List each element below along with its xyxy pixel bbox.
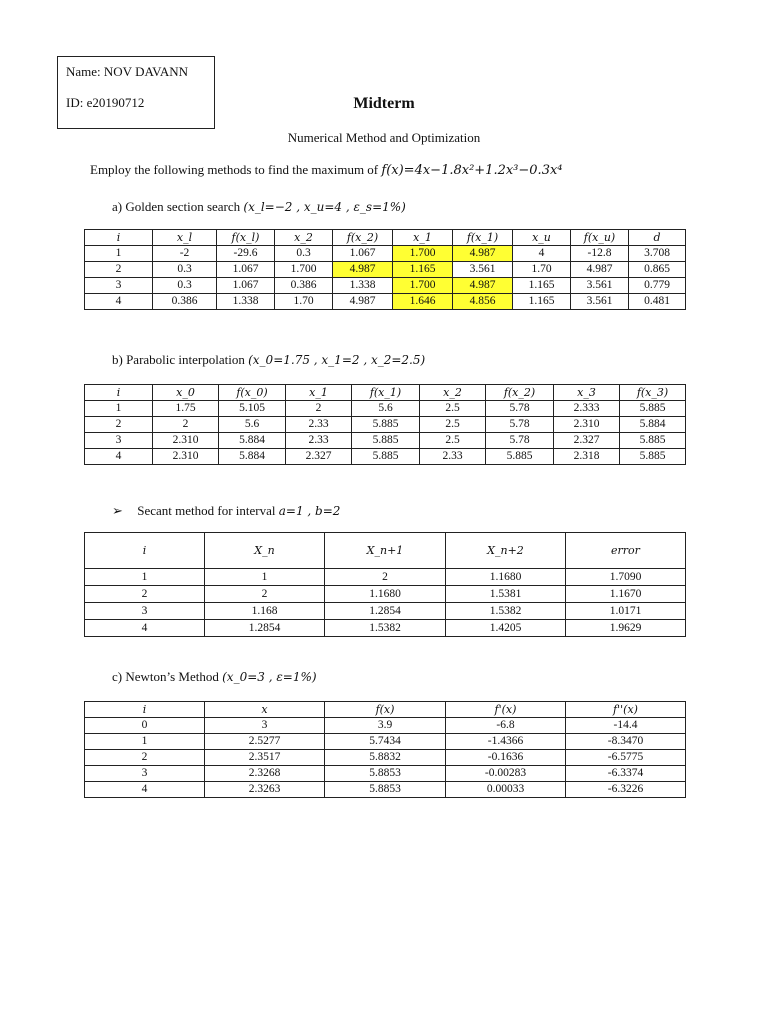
table-row xyxy=(85,246,686,262)
table-cell: 1.0171 xyxy=(566,603,686,620)
table-cell: 1.2854 xyxy=(325,603,446,620)
table-cell: 1.067 xyxy=(217,262,275,278)
student-id: ID: e20190712 xyxy=(66,95,145,110)
newton-table xyxy=(84,701,686,798)
secant-label: Secant method for interval xyxy=(137,503,276,518)
table-cell: 2.318 xyxy=(554,449,620,465)
table-cell: 5.885 xyxy=(620,433,686,449)
table-cell: 1.1670 xyxy=(566,586,686,603)
table-cell: 0.386 xyxy=(275,278,333,294)
column-header: x_u xyxy=(513,230,571,246)
table-cell: 5.885 xyxy=(620,449,686,465)
table-cell: 5.8853 xyxy=(325,766,446,782)
table-cell: -1.4366 xyxy=(446,734,566,750)
table-cell: -0.1636 xyxy=(446,750,566,766)
table-cell: -8.3470 xyxy=(566,734,686,750)
table-cell: 2.3268 xyxy=(205,766,325,782)
table-cell: 0.00033 xyxy=(446,782,566,798)
table-cell: 2.327 xyxy=(554,433,620,449)
table-cell: 3 xyxy=(205,718,325,734)
golden-section-heading xyxy=(112,199,406,215)
table-cell: 3.561 xyxy=(571,278,629,294)
table-cell: 2 xyxy=(85,417,153,433)
table-row xyxy=(85,766,686,782)
table-row xyxy=(85,750,686,766)
column-header: d xyxy=(629,230,686,246)
parabolic-table xyxy=(84,384,686,465)
column-header: f(x_2) xyxy=(486,385,554,401)
table-cell: 2.33 xyxy=(286,433,352,449)
table-cell: 1 xyxy=(85,569,205,586)
page-subtitle: Numerical Method and Optimization xyxy=(287,130,481,145)
table-cell: 1 xyxy=(85,246,153,262)
table-cell: 0.3 xyxy=(153,278,217,294)
table-cell: 3.561 xyxy=(571,294,629,310)
table-cell: 1.165 xyxy=(513,294,571,310)
table-cell: 5.105 xyxy=(219,401,286,417)
page-title: Midterm xyxy=(353,95,415,112)
table-cell: 2.5 xyxy=(420,401,486,417)
column-header: X_n+1 xyxy=(325,533,446,569)
column-header: x_l xyxy=(153,230,217,246)
golden-section-table xyxy=(84,229,686,310)
table-cell: 4.987 xyxy=(571,262,629,278)
table-row xyxy=(85,734,686,750)
table-cell: 5.884 xyxy=(219,449,286,465)
table-cell: 4.987 xyxy=(333,262,393,278)
table-cell: 1 xyxy=(85,401,153,417)
table-cell: 1.70 xyxy=(275,294,333,310)
table-cell: 5.884 xyxy=(219,433,286,449)
table-cell: 2 xyxy=(286,401,352,417)
table-cell: 1.1680 xyxy=(325,586,446,603)
table-cell: 2 xyxy=(205,586,325,603)
table-cell: 2 xyxy=(325,569,446,586)
table-cell: 5.884 xyxy=(620,417,686,433)
table-cell: 0.865 xyxy=(629,262,686,278)
table-row xyxy=(85,449,686,465)
table-cell: 1.75 xyxy=(153,401,219,417)
table-cell: 2 xyxy=(85,750,205,766)
table-cell: -6.5775 xyxy=(566,750,686,766)
table-cell: 1.067 xyxy=(333,246,393,262)
table-header-row xyxy=(85,385,686,401)
table-cell: 2.5 xyxy=(420,433,486,449)
table-cell: 1.338 xyxy=(217,294,275,310)
table-header-row xyxy=(85,702,686,718)
table-cell: 5.78 xyxy=(486,417,554,433)
table-cell: 2.310 xyxy=(153,449,219,465)
table-cell: 4.987 xyxy=(333,294,393,310)
table-row xyxy=(85,620,686,637)
table-row xyxy=(85,401,686,417)
column-header: x_2 xyxy=(275,230,333,246)
table-cell: 5.885 xyxy=(352,433,420,449)
table-cell: 2.327 xyxy=(286,449,352,465)
table-cell: 1.338 xyxy=(333,278,393,294)
column-header: f(x_2) xyxy=(333,230,393,246)
table-cell: -12.8 xyxy=(571,246,629,262)
column-header: f(x_1) xyxy=(352,385,420,401)
column-header: f(x_3) xyxy=(620,385,686,401)
table-cell: 2.33 xyxy=(286,417,352,433)
table-cell: 1.165 xyxy=(393,262,453,278)
table-cell: -6.3374 xyxy=(566,766,686,782)
table-cell: 5.6 xyxy=(219,417,286,433)
table-cell: 1.4205 xyxy=(446,620,566,637)
column-header: i xyxy=(85,385,153,401)
column-header: i xyxy=(85,230,153,246)
table-row xyxy=(85,569,686,586)
table-cell: 4.856 xyxy=(453,294,513,310)
table-cell: 4 xyxy=(85,620,205,637)
column-header: x_1 xyxy=(286,385,352,401)
table-cell: 5.78 xyxy=(486,433,554,449)
column-header: f(x_0) xyxy=(219,385,286,401)
parabolic-heading xyxy=(112,352,425,368)
table-cell: 2 xyxy=(85,262,153,278)
column-header: x xyxy=(205,702,325,718)
column-header: f'(x) xyxy=(446,702,566,718)
table-cell: 2.333 xyxy=(554,401,620,417)
table-cell: 5.885 xyxy=(620,401,686,417)
table-cell: 1 xyxy=(205,569,325,586)
table-cell: 1.2854 xyxy=(205,620,325,637)
table-cell: 0.3 xyxy=(275,246,333,262)
table-cell: 5.78 xyxy=(486,401,554,417)
table-cell: 1.5382 xyxy=(446,603,566,620)
table-cell: 2.310 xyxy=(554,417,620,433)
student-name: Name: NOV DAVANN xyxy=(66,64,189,79)
table-cell: 4.987 xyxy=(453,278,513,294)
column-header: X_n+2 xyxy=(446,533,566,569)
student-info-box xyxy=(57,56,215,129)
column-header: x_1 xyxy=(393,230,453,246)
table-row xyxy=(85,718,686,734)
table-cell: -0.00283 xyxy=(446,766,566,782)
table-cell: 4 xyxy=(85,294,153,310)
newton-params: (x_0=3 , ε=1%) xyxy=(222,670,317,684)
table-cell: 1.5382 xyxy=(325,620,446,637)
table-cell: 1.165 xyxy=(513,278,571,294)
table-cell: 3.708 xyxy=(629,246,686,262)
secant-table xyxy=(84,532,686,637)
column-header: x_0 xyxy=(153,385,219,401)
table-cell: 3.9 xyxy=(325,718,446,734)
parabolic-label: b) Parabolic interpolation xyxy=(112,352,245,367)
column-header: x_2 xyxy=(420,385,486,401)
table-cell: 2.3517 xyxy=(205,750,325,766)
table-cell: 5.8853 xyxy=(325,782,446,798)
problem-statement xyxy=(90,162,563,178)
table-cell: 5.885 xyxy=(352,417,420,433)
table-cell: 2.5 xyxy=(420,417,486,433)
table-row xyxy=(85,294,686,310)
column-header: f(x_1) xyxy=(453,230,513,246)
table-cell: 3 xyxy=(85,766,205,782)
table-cell: 0.3 xyxy=(153,262,217,278)
table-cell: 2 xyxy=(153,417,219,433)
table-cell: 1.168 xyxy=(205,603,325,620)
table-cell: 3 xyxy=(85,603,205,620)
table-cell: 1.700 xyxy=(275,262,333,278)
table-cell: 2.33 xyxy=(420,449,486,465)
table-cell: 0.779 xyxy=(629,278,686,294)
table-cell: -29.6 xyxy=(217,246,275,262)
column-header: error xyxy=(566,533,686,569)
table-cell: 1.7090 xyxy=(566,569,686,586)
table-cell: 3 xyxy=(85,433,153,449)
table-cell: -2 xyxy=(153,246,217,262)
table-cell: 3 xyxy=(85,278,153,294)
table-cell: 5.885 xyxy=(352,449,420,465)
table-cell: 1.067 xyxy=(217,278,275,294)
table-cell: 5.7434 xyxy=(325,734,446,750)
table-cell: 1.5381 xyxy=(446,586,566,603)
column-header: i xyxy=(85,702,205,718)
column-header: x_3 xyxy=(554,385,620,401)
table-cell: -6.8 xyxy=(446,718,566,734)
table-cell: 0 xyxy=(85,718,205,734)
table-cell: 1.1680 xyxy=(446,569,566,586)
parabolic-params: (x_0=1.75 , x_1=2 , x_2=2.5) xyxy=(248,353,426,367)
table-row xyxy=(85,782,686,798)
table-header-row xyxy=(85,533,686,569)
table-cell: 1.700 xyxy=(393,278,453,294)
table-cell: 4 xyxy=(85,782,205,798)
table-cell: 3.561 xyxy=(453,262,513,278)
table-cell: 2.3263 xyxy=(205,782,325,798)
golden-section-params: (x_l=−2 , x_u=4 , ε_s=1%) xyxy=(243,200,406,214)
table-cell: 4 xyxy=(85,449,153,465)
table-header-row xyxy=(85,230,686,246)
golden-section-label: a) Golden section search xyxy=(112,199,241,214)
secant-params: a=1 , b=2 xyxy=(278,504,341,518)
arrow-bullet-icon: ➢ xyxy=(112,503,123,518)
table-row xyxy=(85,417,686,433)
table-cell: -14.4 xyxy=(566,718,686,734)
table-cell: 1.700 xyxy=(393,246,453,262)
table-cell: 1.70 xyxy=(513,262,571,278)
column-header: i xyxy=(85,533,205,569)
table-cell: 5.6 xyxy=(352,401,420,417)
column-header: f(x) xyxy=(325,702,446,718)
table-cell: 2 xyxy=(85,586,205,603)
table-row xyxy=(85,262,686,278)
table-cell: 1.646 xyxy=(393,294,453,310)
objective-function: f(x)=4x−1.8x²+1.2x³−0.3x⁴ xyxy=(381,163,563,178)
table-cell: 5.8832 xyxy=(325,750,446,766)
secant-heading xyxy=(112,503,340,519)
table-cell: 0.481 xyxy=(629,294,686,310)
table-row xyxy=(85,586,686,603)
table-cell: 4.987 xyxy=(453,246,513,262)
column-header: X_n xyxy=(205,533,325,569)
table-row xyxy=(85,433,686,449)
table-row xyxy=(85,278,686,294)
table-row xyxy=(85,603,686,620)
table-cell: 2.310 xyxy=(153,433,219,449)
table-cell: 4 xyxy=(513,246,571,262)
column-header: f(x_l) xyxy=(217,230,275,246)
column-header: f''(x) xyxy=(566,702,686,718)
table-cell: 5.885 xyxy=(486,449,554,465)
table-cell: 2.5277 xyxy=(205,734,325,750)
problem-prefix: Employ the following methods to find the maximum of xyxy=(90,162,379,177)
table-cell: 1 xyxy=(85,734,205,750)
newton-heading xyxy=(112,669,317,685)
table-cell: -6.3226 xyxy=(566,782,686,798)
table-cell: 0.386 xyxy=(153,294,217,310)
newton-label: c) Newton’s Method xyxy=(112,669,219,684)
column-header: f(x_u) xyxy=(571,230,629,246)
table-cell: 1.9629 xyxy=(566,620,686,637)
